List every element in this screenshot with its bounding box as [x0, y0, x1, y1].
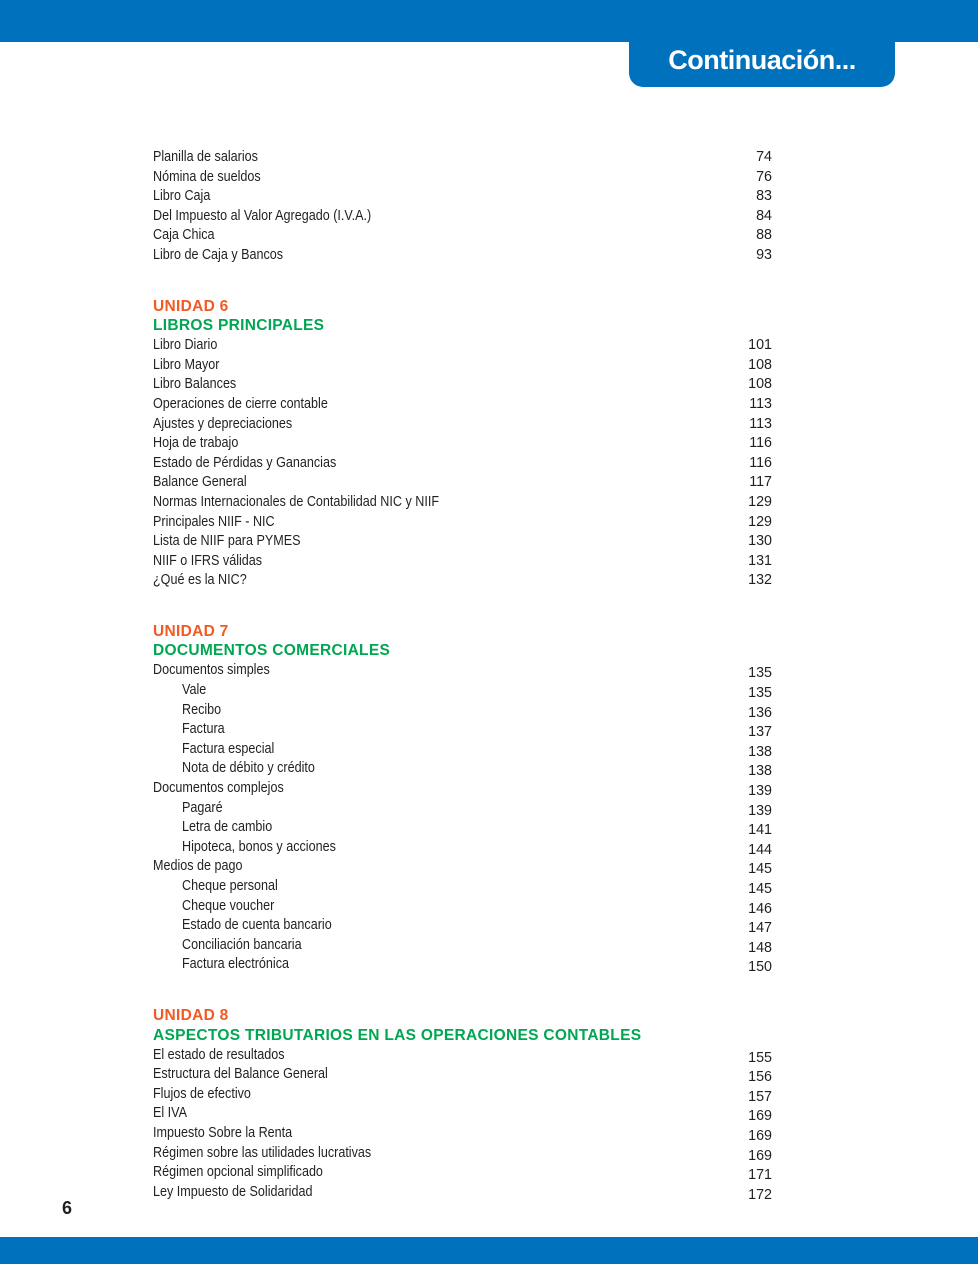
toc-entry-label: Régimen sobre las utilidades lucrativas: [153, 1144, 372, 1161]
toc-entry-page: 139: [748, 802, 772, 819]
toc-entry: [153, 916, 772, 936]
toc-entry-page: 129: [748, 513, 772, 530]
toc-entry-page: 150: [748, 959, 772, 976]
unit-title: ASPECTOS TRIBUTARIOS EN LAS OPERACIONES CONTABLES: [153, 1026, 642, 1044]
page-title: Continuación...: [668, 45, 856, 75]
toc-entry-label: Impuesto Sobre la Renta: [153, 1124, 293, 1141]
toc-entry-label: Régimen opcional simplificado: [153, 1164, 323, 1181]
toc-entry: [153, 375, 772, 395]
toc-entry-label: Cheque voucher: [182, 897, 275, 914]
toc-entry-label: Letra de cambio: [182, 819, 273, 836]
toc-entry-label: Del Impuesto al Valor Agregado (I.V.A.): [153, 207, 372, 224]
toc-entry-label: Factura especial: [182, 740, 275, 757]
toc-entry-page: 144: [748, 841, 772, 858]
toc-entry-page: 130: [748, 533, 772, 550]
toc-entry: [153, 799, 772, 819]
toc-entry-page: 138: [748, 763, 772, 780]
unit-title: LIBROS PRINCIPALES: [153, 317, 325, 335]
toc-entry: [153, 168, 772, 188]
toc-entry-page: 108: [748, 376, 772, 393]
toc-entry-label: Libro Balances: [153, 376, 237, 393]
toc-entry-page: 137: [748, 724, 772, 741]
toc-entry: [153, 395, 772, 415]
toc-entry-page: 113: [749, 415, 772, 432]
toc-entry: [153, 552, 772, 572]
toc-entry-page: 101: [748, 337, 772, 354]
toc-entry: [153, 857, 772, 877]
toc-entry-label: Libro Mayor: [153, 356, 220, 373]
toc-entry: [153, 681, 772, 701]
toc-entry-label: Cheque personal: [182, 878, 278, 894]
toc-entry-page: 155: [748, 1049, 772, 1066]
toc-entry: [153, 207, 772, 227]
toc-entry-label: Nómina de sueldos: [153, 168, 261, 185]
toc-entry-page: 172: [748, 1186, 772, 1203]
toc-entry: [153, 1065, 772, 1085]
toc-entry-page: 93: [756, 246, 772, 263]
toc-entry-page: 136: [748, 704, 772, 721]
toc-entry-label: Hoja de trabajo: [153, 435, 239, 452]
toc-entry-label: Normas Internacionales de Contabilidad NIC y NIIF: [153, 493, 440, 510]
toc-entry-page: 169: [748, 1108, 772, 1125]
unit-label: UNIDAD 7: [153, 622, 229, 640]
toc-entry: [153, 779, 772, 799]
toc-entry: [153, 434, 772, 454]
toc-entry-page: 83: [756, 188, 772, 205]
table-of-contents: [153, 148, 772, 1202]
toc-entry-label: Documentos complejos: [153, 780, 284, 797]
unit-label: UNIDAD 6: [153, 297, 229, 315]
intro-entries: [153, 148, 772, 266]
toc-entry-label: Ajustes y depreciaciones: [153, 415, 293, 432]
toc-entry-page: 135: [748, 685, 772, 702]
toc-entry: [153, 415, 772, 435]
unit-label: UNIDAD 8: [153, 1006, 229, 1024]
toc-entry-label: Nota de débito y crédito: [182, 760, 315, 777]
toc-entry-label: Estado de Pérdidas y Ganancias: [153, 454, 337, 471]
toc-entry-label: Balance General: [153, 474, 247, 491]
toc-entry-page: 146: [748, 900, 772, 917]
toc-entry: [153, 1163, 772, 1183]
page-number: 6: [62, 1198, 73, 1218]
toc-entry-label: Recibo: [182, 701, 222, 718]
toc-entry-page: 117: [749, 474, 772, 491]
toc-entry: [153, 493, 772, 513]
toc-entry: [153, 473, 772, 493]
toc-entry: [153, 701, 772, 721]
toc-entry-page: 145: [748, 861, 772, 878]
unit-title: DOCUMENTOS COMERCIALES: [153, 642, 391, 660]
toc-entry-page: 139: [748, 783, 772, 800]
toc-entry: [153, 838, 772, 858]
toc-entry: [153, 226, 772, 246]
toc-entry-page: 148: [748, 939, 772, 956]
toc-entry-page: 116: [749, 435, 772, 452]
toc-entry-label: El estado de resultados: [153, 1046, 285, 1063]
toc-entry-page: 113: [749, 395, 772, 412]
toc-entry-label: Documentos simples: [153, 662, 270, 679]
toc-entry-label: Conciliación bancaria: [182, 936, 302, 953]
toc-entry-page: 131: [748, 552, 772, 569]
unit-section: [153, 1006, 772, 1202]
toc-entry: [153, 661, 772, 681]
toc-entry: [153, 759, 772, 779]
toc-entry-label: Libro de Caja y Bancos: [153, 246, 284, 263]
toc-entry-page: 169: [748, 1127, 772, 1144]
toc-entry-label: Hipoteca, bonos y acciones: [182, 838, 336, 855]
toc-entry-label: Planilla de salarios: [153, 149, 258, 165]
toc-entry-page: 138: [748, 743, 772, 760]
toc-entry-page: 129: [748, 493, 772, 510]
toc-entry-page: 135: [748, 665, 772, 682]
toc-entry-label: ¿Qué es la NIC?: [153, 572, 247, 589]
toc-entry: [153, 936, 772, 956]
toc-entry-page: 116: [749, 454, 772, 471]
toc-entry: [153, 356, 772, 376]
toc-entry-page: 132: [748, 572, 772, 589]
toc-entry: [153, 720, 772, 740]
toc-entry-label: Factura electrónica: [182, 956, 290, 973]
toc-entry-label: Vale: [182, 682, 207, 699]
toc-entry-label: NIIF o IFRS válidas: [153, 552, 263, 569]
toc-entry-label: Estructura del Balance General: [153, 1066, 328, 1083]
toc-entry-page: 88: [756, 227, 772, 244]
toc-entry-label: Operaciones de cierre contable: [153, 395, 328, 412]
toc-entry: [153, 818, 772, 838]
toc-entry-label: Flujos de efectivo: [153, 1085, 251, 1102]
toc-entry: [153, 955, 772, 975]
unit-section: [153, 622, 772, 975]
toc-entry-label: Medios de pago: [153, 858, 243, 875]
toc-entry-label: Lista de NIIF para PYMES: [153, 533, 301, 550]
toc-entry-page: 76: [756, 168, 772, 185]
toc-entry-label: Principales NIIF - NIC: [153, 513, 275, 530]
toc-entry: [153, 1183, 772, 1203]
toc-entry: [153, 513, 772, 533]
toc-entry: [153, 897, 772, 917]
toc-entry-label: El IVA: [153, 1105, 188, 1122]
footer-band: [0, 1237, 978, 1264]
toc-entry-page: 147: [748, 920, 772, 937]
toc-entry-page: 74: [756, 149, 772, 165]
continuation-tab: [629, 30, 895, 87]
toc-entry: [153, 877, 772, 897]
toc-entry: [153, 187, 772, 207]
toc-entry: [153, 1085, 772, 1105]
toc-entry-label: Pagaré: [182, 799, 223, 816]
toc-entry-label: Factura: [182, 721, 225, 738]
toc-entry-page: 157: [748, 1088, 772, 1105]
toc-entry-page: 84: [756, 207, 772, 224]
toc-entry-label: Libro Diario: [153, 337, 218, 354]
toc-entry: [153, 1046, 772, 1066]
toc-entry: [153, 571, 772, 591]
toc-entry: [153, 740, 772, 760]
toc-entry: [153, 532, 772, 552]
toc-entry-label: Ley Impuesto de Solidaridad: [153, 1183, 313, 1200]
toc-entry: [153, 1124, 772, 1144]
toc-entry-label: Caja Chica: [153, 227, 215, 244]
toc-entry-page: 169: [748, 1147, 772, 1164]
toc-entry: [153, 1144, 772, 1164]
toc-entry-label: Estado de cuenta bancario: [182, 917, 332, 934]
toc-entry-page: 108: [748, 356, 772, 373]
toc-entry-page: 156: [748, 1069, 772, 1086]
toc-entry: [153, 148, 772, 168]
unit-section: [153, 297, 772, 591]
toc-entry: [153, 246, 772, 266]
toc-entry: [153, 454, 772, 474]
toc-entry: [153, 1104, 772, 1124]
toc-entry: [153, 336, 772, 356]
toc-entry-page: 171: [748, 1167, 772, 1184]
toc-entry-label: Libro Caja: [153, 188, 211, 205]
toc-entry-page: 145: [748, 881, 772, 897]
toc-entry-page: 141: [748, 822, 772, 839]
